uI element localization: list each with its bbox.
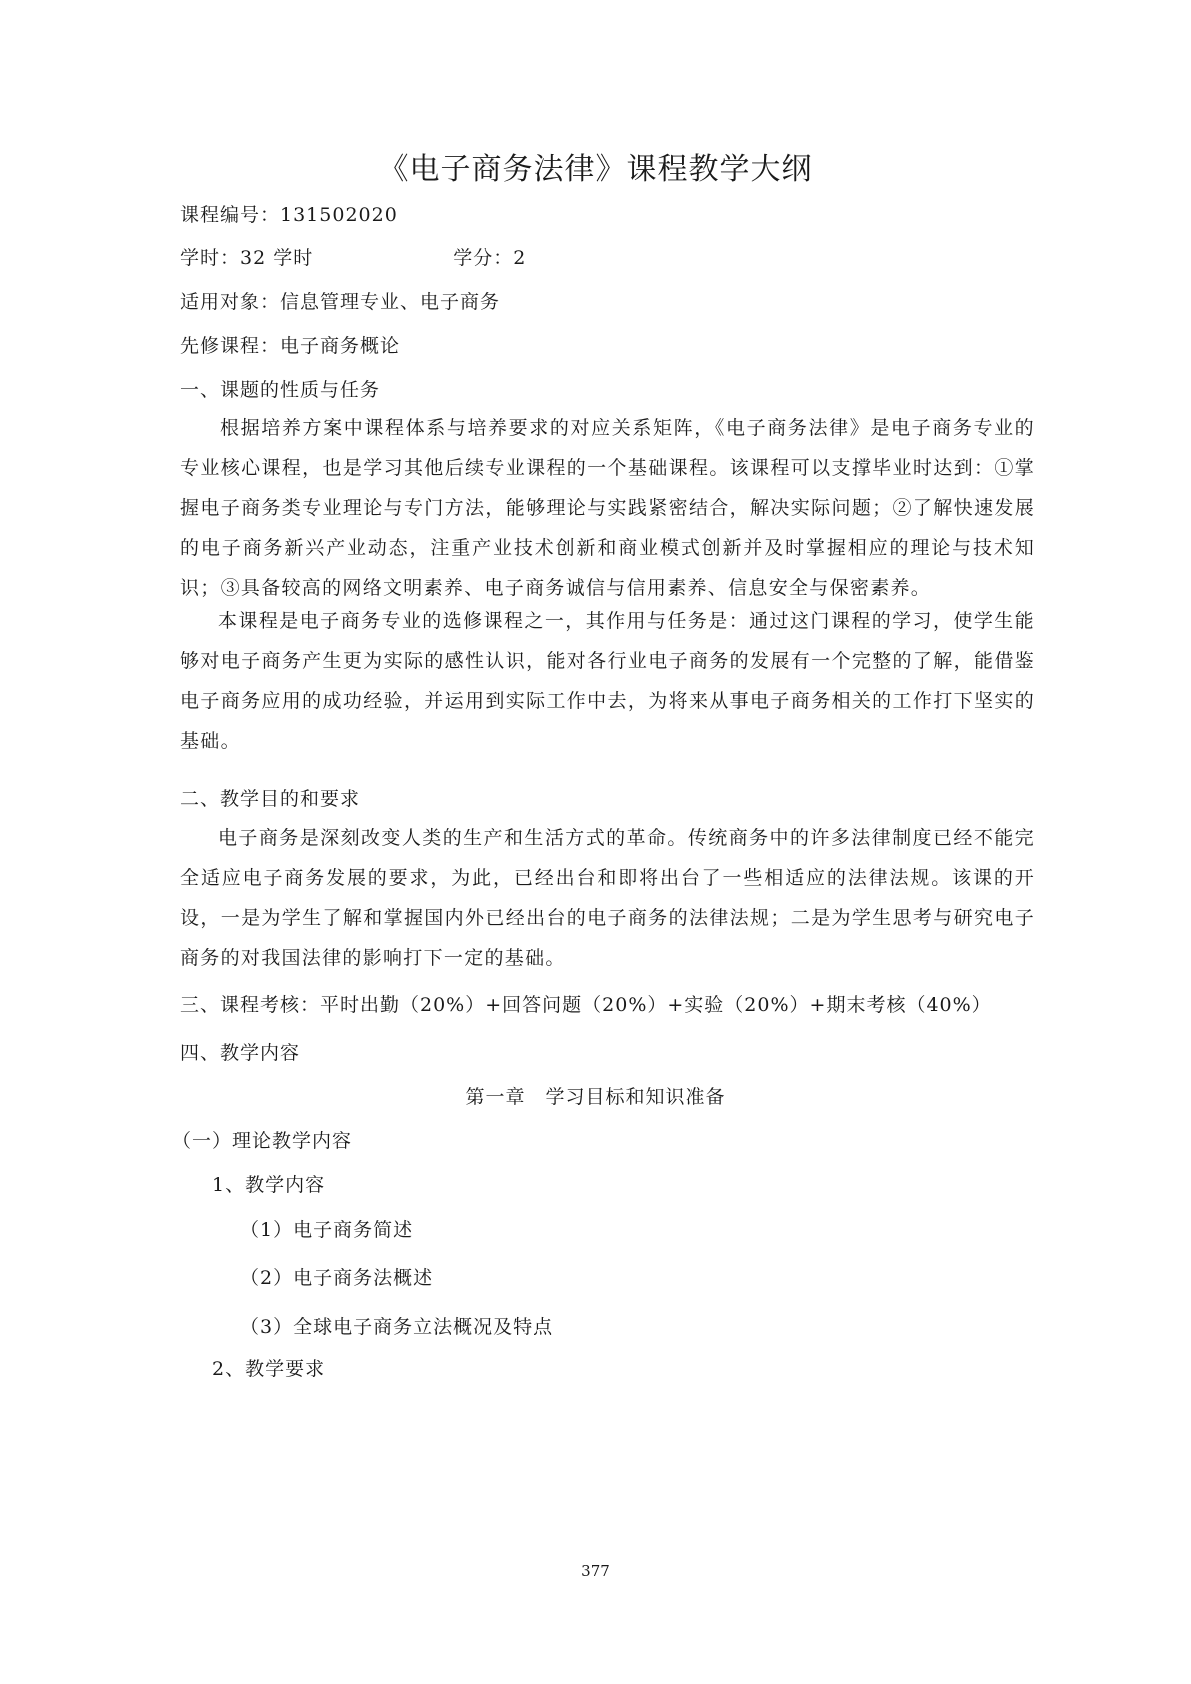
course-target: 适用对象：信息管理专业、电子商务 bbox=[180, 291, 501, 313]
page-number: 377 bbox=[581, 1562, 610, 1580]
section1-paragraph-2: 本课程是电子商务专业的选修课程之一，其作用与任务是：通过这门课程的学习，使学生能够对电子商务产生更为实际的感性认识，能对各行业电子商务的发展有一个完整的了解，能借鉴电子商务应用的成功经验，并运用到实际工作中去，为将来从事电子商务相关的工作打下坚实的基础。 bbox=[180, 610, 1035, 752]
list-item-teaching-requirements: 2、教学要求 bbox=[212, 1358, 326, 1380]
page-title: 《电子商务法律》课程教学大纲 bbox=[378, 152, 813, 187]
course-code: 课程编号：131502020 bbox=[180, 204, 398, 226]
list-item: （3）全球电子商务立法概况及特点 bbox=[240, 1316, 554, 1338]
section3-heading: 三、课程考核：平时出勤（20%）+回答问题（20%）+实验（20%）+期末考核（40%） bbox=[180, 994, 992, 1016]
subsection-heading: （一）理论教学内容 bbox=[172, 1130, 353, 1152]
section1-heading: 一、课题的性质与任务 bbox=[180, 379, 381, 401]
hours-credits-row bbox=[180, 246, 526, 270]
section2-paragraph: 电子商务是深刻改变人类的生产和生活方式的革命。传统商务中的许多法律制度已经不能完全适应电子商务发展的要求，为此，已经出台和即将出台了一些相适应的法律法规。该课的开设，一是为学生了解和掌握国内外已经出台的电子商务的法律法规；二是为学生思考与研究电子商务的对我国法律的影响打下一定的基础。 bbox=[180, 827, 1035, 969]
course-credits: 学分：2 bbox=[453, 247, 527, 269]
list-item: （2）电子商务法概述 bbox=[240, 1267, 434, 1289]
section2-heading: 二、教学目的和要求 bbox=[180, 788, 361, 810]
section4-heading: 四、教学内容 bbox=[180, 1042, 301, 1064]
list-item-teaching-content: 1、教学内容 bbox=[212, 1174, 326, 1196]
course-prerequisite: 先修课程：电子商务概论 bbox=[180, 335, 401, 357]
chapter-heading: 第一章 学习目标和知识准备 bbox=[465, 1086, 726, 1108]
list-item: （1）电子商务简述 bbox=[240, 1219, 414, 1241]
section1-paragraph-1: 根据培养方案中课程体系与培养要求的对应关系矩阵，《电子商务法律》是电子商务专业的专业核心课程，也是学习其他后续专业课程的一个基础课程。该课程可以支撑毕业时达到：①掌握电子商务类专业理论与专门方法，能够理论与实践紧密结合，解决实际问题；②了解快速发展的电子商务新兴产业动态，注重产业技术创新和商业模式创新并及时掌握相应的理论与技术知识；③具备较高的网络文明素养、电子商务诚信与信用素养、信息安全与保密素养。 bbox=[180, 417, 1035, 599]
course-hours: 学时：32 学时 bbox=[180, 247, 314, 269]
